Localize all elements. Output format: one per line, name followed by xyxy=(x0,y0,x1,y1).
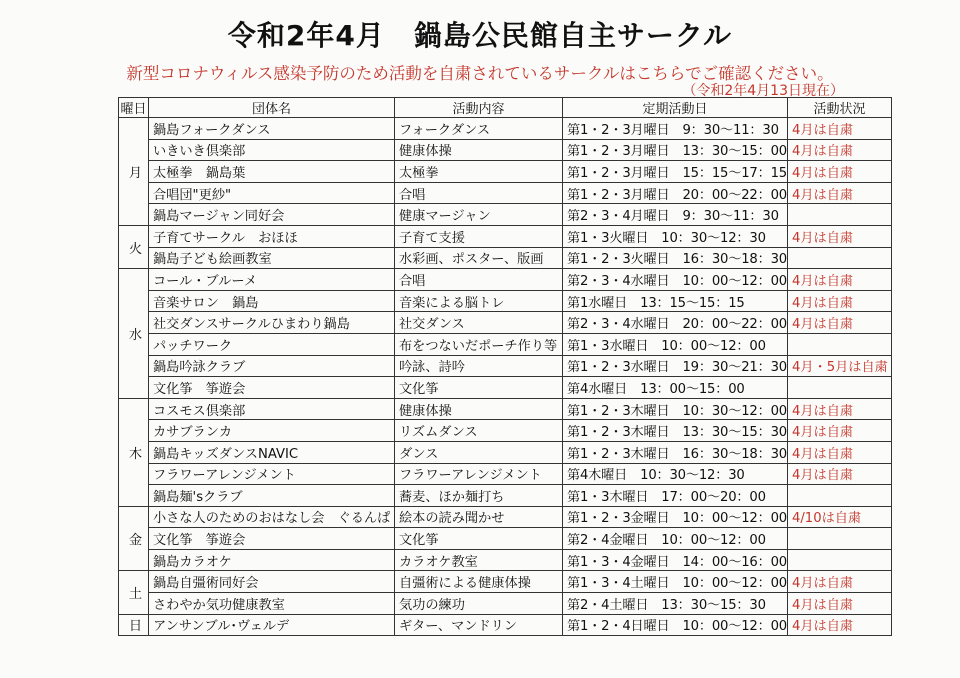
circle-name: コール・ブルーメ xyxy=(149,269,395,291)
status: 4月は自粛 xyxy=(787,398,891,420)
schedule: 第1・3水曜日 10：00～12：00 xyxy=(563,333,788,355)
table-row xyxy=(119,485,892,507)
schedule: 第2・3・4月曜日 9：30～11：30 xyxy=(563,204,788,226)
table-row xyxy=(119,398,892,420)
circle-name: 鍋島カラオケ xyxy=(149,549,395,571)
schedule: 第1・2・3月曜日 15：15～17：15 xyxy=(563,161,788,183)
table-row xyxy=(119,269,892,291)
schedule: 第2・4金曜日 10：00～12：00 xyxy=(563,528,788,550)
table-header-row xyxy=(119,98,892,118)
schedule: 第1水曜日 13：15～15：15 xyxy=(563,290,788,312)
status: 4月は自粛 xyxy=(787,269,891,291)
activity: 吟詠、詩吟 xyxy=(395,355,563,377)
table-row xyxy=(119,290,892,312)
status: 4月は自粛 xyxy=(787,614,891,636)
status xyxy=(787,333,891,355)
table-row xyxy=(119,118,892,140)
schedule: 第1・3・4土曜日 10：00～12：00 xyxy=(563,571,788,593)
circle-name: 文化筝 筝遊会 xyxy=(149,528,395,550)
status: 4月は自粛 xyxy=(787,290,891,312)
activity: リズムダンス xyxy=(395,420,563,442)
circle-name: 合唱団"更紗" xyxy=(149,182,395,204)
table-row xyxy=(119,139,892,161)
activity: 文化筝 xyxy=(395,528,563,550)
circle-name: フラワーアレンジメント xyxy=(149,463,395,485)
day-cell-sunday: 日 xyxy=(119,614,149,636)
status xyxy=(787,528,891,550)
schedule: 第1・2・3水曜日 19：30～21：30 xyxy=(563,355,788,377)
circle-name: 音楽サロン 鍋島 xyxy=(149,290,395,312)
activity: フラワーアレンジメント xyxy=(395,463,563,485)
table-row xyxy=(119,377,892,399)
table-row xyxy=(119,614,892,636)
schedule: 第1・2・3木曜日 16：30～18：30 xyxy=(563,441,788,463)
table-row xyxy=(119,571,892,593)
schedule: 第1・3木曜日 17：00～20：00 xyxy=(563,485,788,507)
circle-name: 文化筝 筝遊会 xyxy=(149,377,395,399)
circle-name: 鍋島吟詠クラブ xyxy=(149,355,395,377)
header-status: 活動状況 xyxy=(787,98,891,118)
status xyxy=(787,485,891,507)
table-row xyxy=(119,225,892,247)
table-row xyxy=(119,463,892,485)
table-row xyxy=(119,355,892,377)
status: 4月は自粛 xyxy=(787,571,891,593)
status: 4月は自粛 xyxy=(787,225,891,247)
status: 4月は自粛 xyxy=(787,312,891,334)
schedule: 第4木曜日 10：30～12：30 xyxy=(563,463,788,485)
activity: 健康体操 xyxy=(395,139,563,161)
circle-schedule-table xyxy=(118,97,892,636)
schedule: 第2・4土曜日 13：30～15：30 xyxy=(563,593,788,615)
activity: フォークダンス xyxy=(395,118,563,140)
activity: 子育て支援 xyxy=(395,225,563,247)
page-title: 令和2年4月 鍋島公民館自主サークル xyxy=(227,19,733,52)
activity: 絵本の読み聞かせ xyxy=(395,506,563,528)
schedule: 第4水曜日 13：00～15：00 xyxy=(563,377,788,399)
activity: 自彊術による健康体操 xyxy=(395,571,563,593)
status xyxy=(787,377,891,399)
schedule: 第1・2・3月曜日 9：30～11：30 xyxy=(563,118,788,140)
header-name: 団体名 xyxy=(149,98,395,118)
page-subtitle: 新型コロナウィルス感染予防のため活動を自粛されているサークルはこちらでご確認ください。 xyxy=(126,64,834,83)
status: 4月は自粛 xyxy=(787,118,891,140)
activity: 健康マージャン xyxy=(395,204,563,226)
activity: 文化筝 xyxy=(395,377,563,399)
activity: 太極拳 xyxy=(395,161,563,183)
table-row xyxy=(119,593,892,615)
circle-name: 鍋島マージャン同好会 xyxy=(149,204,395,226)
status: 4月は自粛 xyxy=(787,139,891,161)
schedule: 第1・2・3木曜日 13：30～15：30 xyxy=(563,420,788,442)
day-cell-thursday: 木 xyxy=(119,398,149,506)
schedule: 第1・3火曜日 10：30～12：30 xyxy=(563,225,788,247)
schedule: 第1・2・4日曜日 10：00～12：00 xyxy=(563,614,788,636)
schedule: 第1・2・3火曜日 16：30～18：30 xyxy=(563,247,788,269)
day-cell-saturday: 土 xyxy=(119,571,149,614)
header-activity: 活動内容 xyxy=(395,98,563,118)
status: 4/10は自粛 xyxy=(787,506,891,528)
circle-name: 鍋島自彊術同好会 xyxy=(149,571,395,593)
circle-name: 子育てサークル おほほ xyxy=(149,225,395,247)
circle-name: 鍋島キッズダンスNAVIC xyxy=(149,441,395,463)
activity: 社交ダンス xyxy=(395,312,563,334)
circle-name: アンサンブル･ヴェルデ xyxy=(149,614,395,636)
circle-name: コスモス倶楽部 xyxy=(149,398,395,420)
circle-name: いきいき倶楽部 xyxy=(149,139,395,161)
table-row xyxy=(119,549,892,571)
circle-name: さわやか気功健康教室 xyxy=(149,593,395,615)
activity: ダンス xyxy=(395,441,563,463)
table-row xyxy=(119,528,892,550)
circle-name: 鍋島子ども絵画教室 xyxy=(149,247,395,269)
status: 4月は自粛 xyxy=(787,463,891,485)
circle-name: 鍋島フォークダンス xyxy=(149,118,395,140)
status: 4月は自粛 xyxy=(787,161,891,183)
circle-name: 小さな人のためのおはなし会 ぐるんぱ xyxy=(149,506,395,528)
activity: 蕎麦、ほか麺打ち xyxy=(395,485,563,507)
schedule: 第1・2・3月曜日 20：00～22：00 xyxy=(563,182,788,204)
circle-name: 太極拳 鍋島葉 xyxy=(149,161,395,183)
schedule: 第1・2・3金曜日 10：00～12：00 xyxy=(563,506,788,528)
circle-name: 鍋島麺'sクラブ xyxy=(149,485,395,507)
activity: カラオケ教室 xyxy=(395,549,563,571)
schedule: 第1・2・3木曜日 10：30～12：00 xyxy=(563,398,788,420)
header-day: 曜日 xyxy=(119,98,149,118)
as-of-date: （令和2年4月13日現在） xyxy=(682,83,844,99)
table-row xyxy=(119,161,892,183)
table-row xyxy=(119,441,892,463)
activity: 健康体操 xyxy=(395,398,563,420)
activity: 水彩画、ポスター、版画 xyxy=(395,247,563,269)
status xyxy=(787,247,891,269)
activity: 布をつないだポーチ作り等 xyxy=(395,333,563,355)
status: 4月は自粛 xyxy=(787,441,891,463)
day-cell-friday: 金 xyxy=(119,506,149,571)
day-cell-tuesday: 火 xyxy=(119,225,149,268)
schedule: 第2・3・4水曜日 10：00～12：00 xyxy=(563,269,788,291)
activity: ギター、マンドリン xyxy=(395,614,563,636)
schedule: 第2・3・4水曜日 20：00～22：00 xyxy=(563,312,788,334)
table-row xyxy=(119,333,892,355)
status: 4月は自粛 xyxy=(787,182,891,204)
activity: 気功の練功 xyxy=(395,593,563,615)
table-row xyxy=(119,312,892,334)
schedule: 第1・3・4金曜日 14：00～16：00 xyxy=(563,549,788,571)
circle-name: カサブランカ xyxy=(149,420,395,442)
day-cell-monday: 月 xyxy=(119,118,149,226)
schedule: 第1・2・3月曜日 13：30～15：00 xyxy=(563,139,788,161)
header-schedule: 定期活動日 xyxy=(563,98,788,118)
activity: 合唱 xyxy=(395,269,563,291)
activity: 合唱 xyxy=(395,182,563,204)
status: 4月・5月は自粛 xyxy=(787,355,891,377)
status: 4月は自粛 xyxy=(787,420,891,442)
day-cell-wednesday: 水 xyxy=(119,269,149,399)
circle-name: パッチワーク xyxy=(149,333,395,355)
table-row xyxy=(119,204,892,226)
status xyxy=(787,204,891,226)
table-row xyxy=(119,420,892,442)
circle-name: 社交ダンスサークルひまわり鍋島 xyxy=(149,312,395,334)
status: 4月は自粛 xyxy=(787,593,891,615)
activity: 音楽による脳トレ xyxy=(395,290,563,312)
table-row xyxy=(119,247,892,269)
table-row xyxy=(119,182,892,204)
table-row xyxy=(119,506,892,528)
status xyxy=(787,549,891,571)
